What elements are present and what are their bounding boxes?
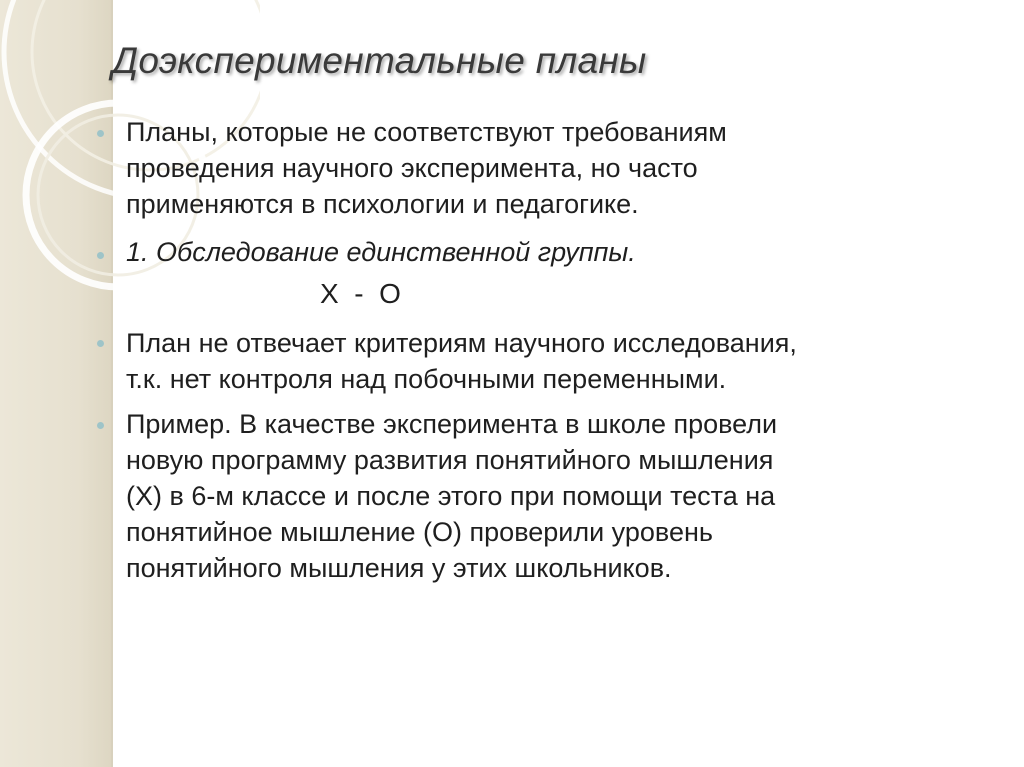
- paragraph-line: т.к. нет контроля над побочными переменными.: [126, 364, 727, 394]
- paragraph-line: понятийного мышления у этих школьников.: [126, 553, 672, 583]
- bullet-icon: [97, 252, 104, 259]
- paragraph-line: (Х) в 6-м классе и после этого при помощи теста на: [126, 481, 776, 511]
- bullet-icon: [97, 422, 104, 429]
- paragraph-line: Планы, которые не соответствуют требованиям: [126, 117, 727, 147]
- paragraph: [126, 325, 797, 397]
- paragraph: [126, 406, 777, 586]
- paragraph-line: применяются в психологии и педагогике.: [126, 189, 639, 219]
- paragraph-line: Пример. В качестве эксперимента в школе провели: [126, 409, 778, 439]
- paragraph-line: 1. Обследование единственной группы.: [126, 237, 636, 267]
- paragraph-italic: [126, 234, 636, 270]
- paragraph-line: новую программу развития понятийного мышления: [126, 445, 774, 475]
- paragraph-line: План не отвечает критериям научного исследования,: [126, 328, 797, 358]
- bullet-icon: [97, 130, 104, 137]
- formula: Х - О: [320, 278, 401, 309]
- bullet-icon: [97, 340, 104, 347]
- paragraph-line: проведения научного эксперимента, но часто: [126, 153, 698, 183]
- paragraph-line: понятийное мышление (О) проверили уровень: [126, 517, 713, 547]
- paragraph: [126, 114, 727, 222]
- slide-title: Доэкспериментальные планы: [112, 40, 647, 81]
